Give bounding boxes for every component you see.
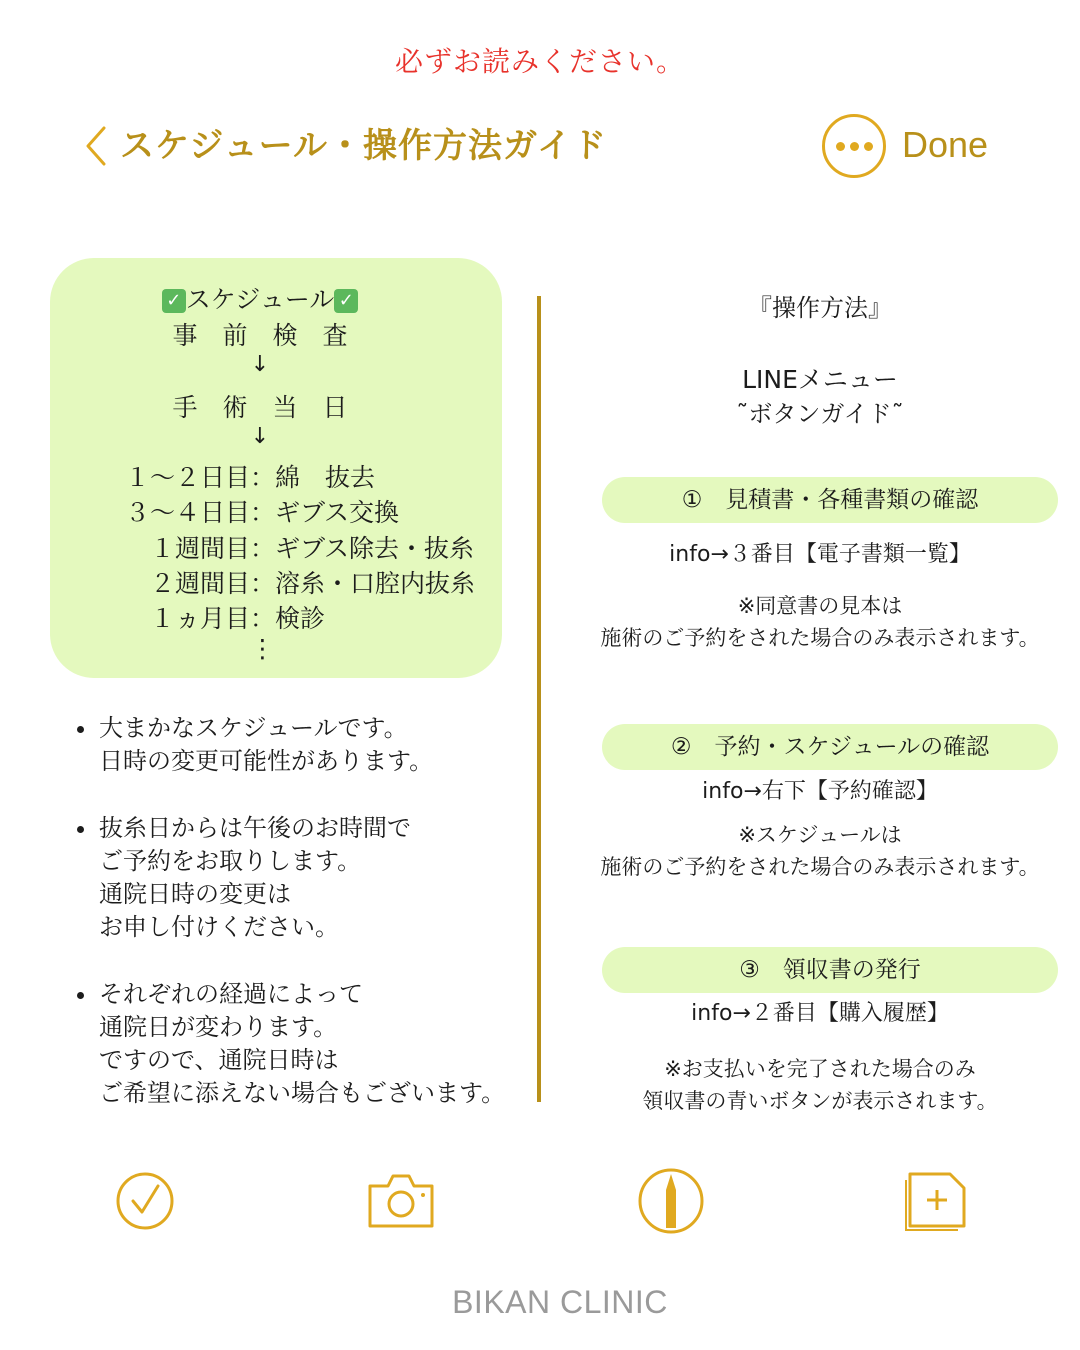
note-line: ですので、通院日時は bbox=[99, 1046, 339, 1074]
schedule-row-value: ギブス除去・抜糸 bbox=[275, 534, 475, 563]
note-line: ご希望に添えない場合もございます。 bbox=[99, 1079, 506, 1107]
schedule-row-label: １週間目： bbox=[149, 534, 275, 563]
schedule-row-value: ギブス交換 bbox=[275, 498, 400, 527]
guide-section-pill: ③ 領収書の発行 bbox=[602, 947, 1058, 993]
done-button[interactable]: Done bbox=[902, 124, 989, 165]
bullet-icon bbox=[77, 826, 84, 833]
schedule-heading bbox=[50, 280, 470, 316]
guide-section-note bbox=[570, 590, 1070, 654]
arrow-down-icon: ↓ bbox=[250, 352, 270, 377]
more-dot-icon bbox=[850, 142, 859, 151]
note-line: 抜糸日からは午後のお時間で bbox=[99, 814, 411, 842]
page-title: スケジュール・操作方法ガイド bbox=[120, 126, 607, 166]
back-chevron-icon[interactable] bbox=[80, 124, 114, 168]
pencil-circle-icon[interactable] bbox=[636, 1168, 706, 1234]
new-note-icon[interactable] bbox=[902, 1168, 972, 1234]
bullet-icon bbox=[77, 992, 84, 999]
note-line: 通院日が変わります。 bbox=[99, 1013, 338, 1041]
schedule-step: 事 前 検 査 bbox=[172, 321, 348, 350]
schedule-row-label: １〜２日目： bbox=[124, 463, 275, 492]
schedule-row-label: １ヵ月目： bbox=[149, 604, 275, 633]
checkmark-icon: ✓ bbox=[162, 289, 186, 313]
schedule-row-label: ３〜４日目： bbox=[124, 498, 275, 527]
note-line: お申し付けください。 bbox=[99, 913, 339, 941]
schedule-card bbox=[50, 258, 502, 678]
list-item bbox=[99, 812, 411, 944]
more-options-button[interactable] bbox=[822, 114, 886, 178]
note-line: 施術のご予約をされた場合のみ表示されます。 bbox=[600, 855, 1040, 879]
more-dot-icon bbox=[836, 142, 845, 151]
note-line: 日時の変更可能性があります。 bbox=[99, 747, 434, 775]
guide-section-note bbox=[570, 1053, 1070, 1117]
note-line: ※お支払いを完了された場合のみ bbox=[664, 1057, 976, 1081]
guide-section-pill: ② 予約・スケジュールの確認 bbox=[602, 724, 1058, 770]
note-line: ご予約をお取りします。 bbox=[99, 847, 362, 875]
checkmark-icon: ✓ bbox=[334, 289, 358, 313]
note-line: 通院日時の変更は bbox=[99, 880, 291, 908]
more-dot-icon bbox=[864, 142, 873, 151]
guide-section-note bbox=[570, 819, 1070, 883]
schedule-row-label: ２週間目： bbox=[149, 569, 275, 598]
note-line: 領収書の青いボタンが表示されます。 bbox=[642, 1089, 998, 1113]
guide-menu-title: LINEメニュー bbox=[742, 365, 898, 394]
brand-footer: BIKAN CLINIC bbox=[452, 1284, 668, 1320]
vertical-ellipsis: ⋮ bbox=[250, 634, 275, 663]
notice-text: 必ずお読みください。 bbox=[394, 45, 685, 78]
column-divider bbox=[537, 296, 541, 1102]
guide-heading: 『操作方法』 bbox=[748, 294, 892, 322]
note-line: ※スケジュールは bbox=[738, 823, 902, 847]
note-line: 施術のご予約をされた場合のみ表示されます。 bbox=[600, 626, 1040, 650]
guide-menu-subtitle: ˜ボタンガイド˜ bbox=[736, 400, 904, 428]
note-line: それぞれの経過によって bbox=[99, 980, 363, 1008]
camera-icon[interactable] bbox=[366, 1168, 436, 1234]
checkmark-circle-icon[interactable] bbox=[110, 1168, 180, 1234]
note-line: 大まかなスケジュールです。 bbox=[99, 714, 408, 742]
bullet-icon bbox=[77, 726, 84, 733]
arrow-down-icon: ↓ bbox=[250, 424, 270, 449]
schedule-row-value: 綿 抜去 bbox=[275, 463, 376, 492]
guide-section-info: info→３番目【電子書類一覧】 bbox=[669, 542, 971, 567]
schedule-row-value: 検診 bbox=[275, 604, 326, 633]
list-item bbox=[99, 712, 433, 778]
list-item bbox=[99, 978, 505, 1110]
schedule-row-value: 溶糸・口腔内抜糸 bbox=[275, 569, 476, 598]
guide-section-pill: ① 見積書・各種書類の確認 bbox=[602, 477, 1058, 523]
schedule-step: 手 術 当 日 bbox=[172, 393, 348, 422]
schedule-heading-text: スケジュール bbox=[185, 285, 335, 314]
guide-section-info: info→右下【予約確認】 bbox=[702, 779, 938, 804]
guide-section-info: info→２番目【購入履歴】 bbox=[691, 1001, 949, 1026]
note-line: ※同意書の見本は bbox=[737, 594, 903, 618]
